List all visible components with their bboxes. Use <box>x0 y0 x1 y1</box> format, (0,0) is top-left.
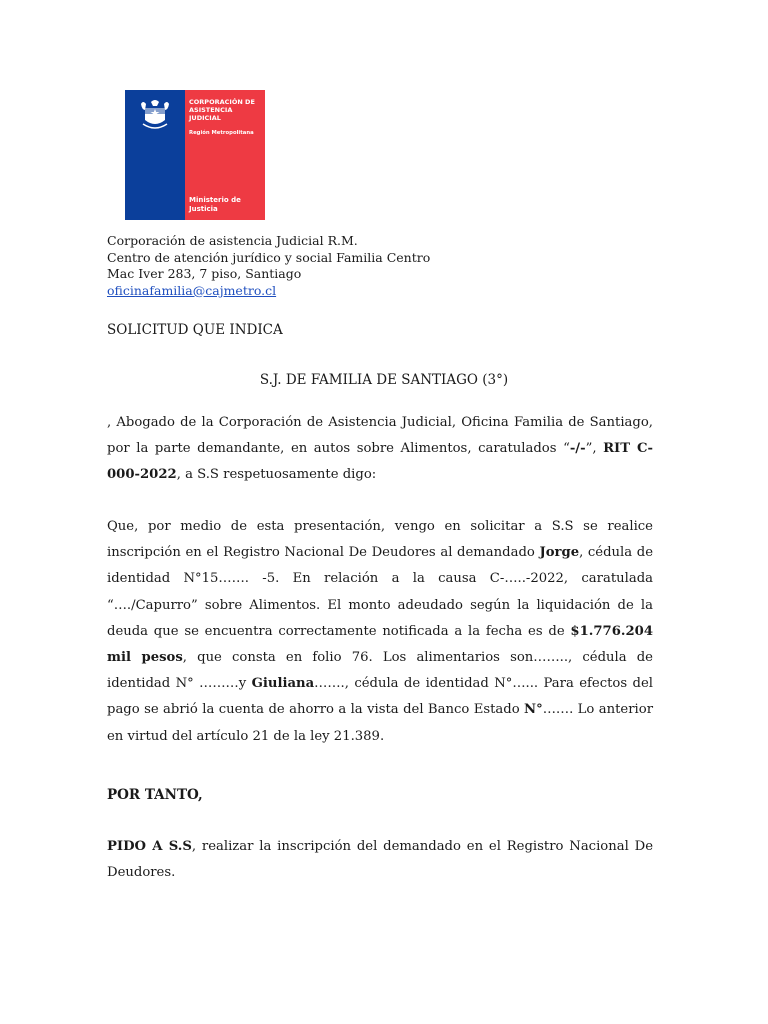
logo-region: Región Metropolitana <box>189 130 254 136</box>
sender-org: Corporación de asistencia Judicial R.M. <box>107 233 358 248</box>
petition-paragraph: PIDO A S.S, realizar la inscripción del demandado en el Registro Nacional De Deudores. <box>107 839 654 881</box>
request-title: SOLICITUD QUE INDICA <box>107 322 283 338</box>
por-tanto-heading: POR TANTO, <box>107 787 203 803</box>
logo <box>125 90 265 220</box>
sender-address: Mac Iver 283, 7 piso, Santiago <box>107 266 302 281</box>
email-link[interactable]: oficinafamilia@cajmetro.cl <box>107 282 277 298</box>
intro-paragraph: , Abogado de la Corporación de Asistencia Judicial, Oficina Familia de Santiago, por la parte demandante, en autos sobre Alimentos, caratulados “-/-”, RIT C-000-2022, a S.S respetuosamente digo: <box>107 415 653 483</box>
sender-center: Centro de atención jurídico y social Familia Centro <box>107 249 431 265</box>
logo-blue-panel <box>125 90 185 220</box>
court-heading: S.J. DE FAMILIA DE SANTIAGO (3°) <box>259 372 509 388</box>
sender-block <box>107 233 430 299</box>
logo-ministry: Ministerio de Justicia <box>189 196 241 213</box>
request-paragraph: Que, por medio de esta presentación, vengo en solicitar a S.S se realice inscripción en el Registro Nacional De Deudores al demandado Jorge, cédula de identidad N°15……. -5. En relación a la causa C-…..-2022, caratulada “…./Capurro” sobre Alimentos. El monto adeudado según la liquidación de la deuda que se encuentra correctamente notificada a la fecha es de $1.776.204 mil pesos, que consta en folio 76. Los alimentarios son…….., cédula de identidad N° ………y Giuliana……., cédula de identidad N°…... Para efectos del pago se abrió la cuenta de ahorro a la vista del Banco Estado N°……. Lo anterior en virtud del artículo 21 de la ley 21.389. <box>107 519 654 744</box>
coat-of-arms-icon <box>131 96 179 136</box>
logo-org-name: CORPORACIÓN DE ASISTENCIA JUDICIAL <box>189 98 255 122</box>
logo-red-panel <box>185 90 265 220</box>
